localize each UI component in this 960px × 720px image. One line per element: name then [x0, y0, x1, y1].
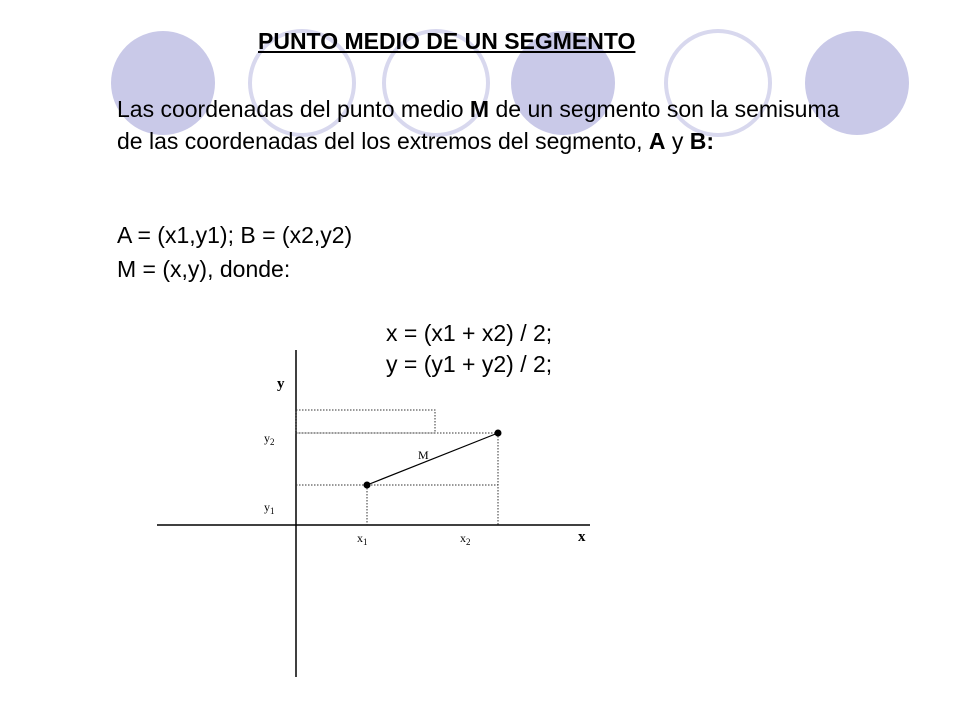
- tick-y2: $y_2$: [264, 431, 275, 447]
- point-b: [495, 430, 502, 437]
- dotted-box: [296, 410, 435, 433]
- paragraph-text: Las coordenadas del punto medio: [117, 96, 470, 122]
- paragraph-text: de un segmento son la semisuma de las coordenadas del los extremos del segmento,: [117, 96, 840, 154]
- axis-x-label: x: [578, 529, 586, 545]
- point-a-label: A: [648, 128, 666, 154]
- tick-y1: $y_1$: [264, 500, 275, 516]
- segment-ab: [367, 433, 498, 485]
- axis-y-label: y: [277, 376, 285, 392]
- paragraph-text: y: [665, 128, 690, 154]
- endpoints-line: A = (x1,y1); B = (x2,y2): [117, 222, 353, 248]
- slide-title: PUNTO MEDIO DE UN SEGMENTO: [258, 28, 636, 54]
- point-b-label: B:: [689, 128, 715, 154]
- midpoint-line: M = (x,y), donde:: [117, 256, 291, 282]
- point-m-label: M: [469, 96, 490, 122]
- midpoint-label: M: [418, 448, 429, 462]
- tick-x1: $x_1$: [357, 531, 368, 547]
- formula-x: x = (x1 + x2) / 2;: [386, 320, 553, 346]
- point-a: [364, 482, 371, 489]
- formula-y: y = (y1 + y2) / 2;: [386, 351, 553, 377]
- tick-x2: $x_2$: [460, 531, 471, 547]
